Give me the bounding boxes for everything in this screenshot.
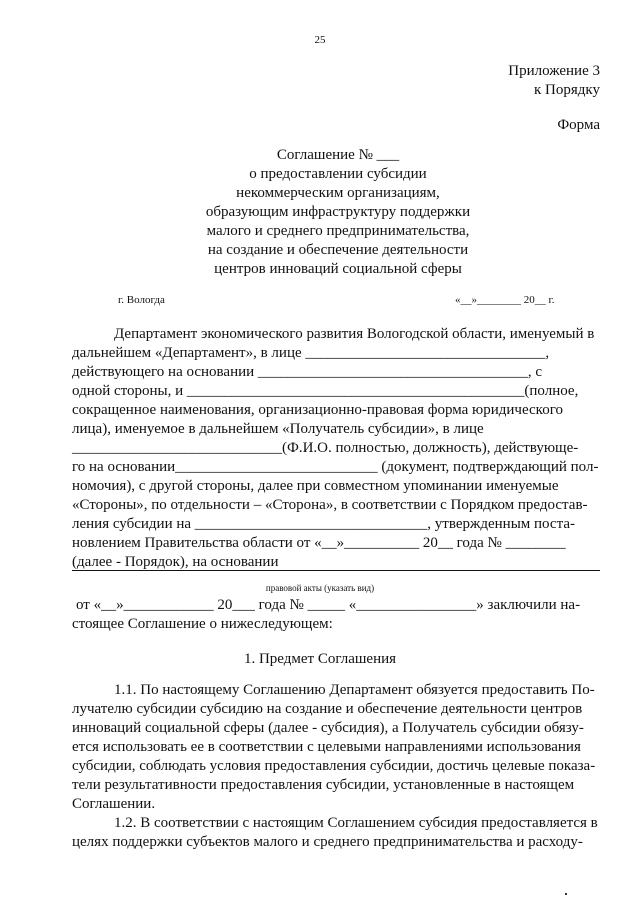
section-title: 1. Предмет Соглашения [243, 651, 397, 667]
section-line: ется использовать ее в соответствии с целевыми направлениями использования [72, 739, 581, 755]
body-line: от «__»____________ 20___ года № _____ «________________» заключили на- [76, 597, 581, 613]
document-title [118, 146, 558, 279]
section-line: 1.2. В соответствии с настоящим Соглашением субсидия предоставляется в [114, 815, 598, 831]
date-field: «__»________ 20__ г. [455, 294, 555, 306]
title-line: образующим инфраструктуру поддержки [205, 204, 471, 220]
title-line: малого и среднего предпринимательства, [206, 223, 470, 239]
legal-act-caption: правовой акты (указать вид) [265, 583, 375, 593]
section-line: тели результативности предоставления субсидии, установленные в настоящем [72, 777, 575, 793]
page-number: 25 [314, 34, 326, 46]
title-line: на создание и обеспечение деятельности [207, 242, 469, 258]
form-label: Форма [557, 117, 600, 133]
body-line: лица), именуемое в дальнейшем «Получатель субсидии», в лице [72, 421, 484, 437]
appendix-note [340, 62, 600, 100]
body-line: сокращенное наименования, организационно-правовая форма юридического [72, 402, 563, 418]
body-line: номочия), с другой стороны, далее при совместном упоминании именуемые [72, 478, 559, 494]
body-line: ления субсидии на _______________________________, утвержденным поста- [72, 516, 575, 532]
title-line: некоммерческим организациям, [236, 185, 440, 201]
title-line: центров инноваций социальной сферы [214, 261, 462, 277]
body-line: го на основании___________________________ (документ, подтверждающий пол- [72, 459, 599, 475]
appendix-line: к Порядку [534, 82, 600, 98]
body-line: одной стороны, и _____________________________________________(полное, [72, 383, 579, 399]
appendix-line: Приложение 3 [508, 63, 600, 79]
section-line: лучателю субсидии субсидию на создание и обеспечение деятельности центров [72, 701, 583, 717]
section-line: Соглашении. [72, 796, 156, 812]
title-line: Соглашение № ___ [276, 147, 400, 163]
body-line: действующего на основании ____________________________________, с [72, 364, 543, 380]
title-line: о предоставлении субсидии [249, 166, 427, 182]
body-line: дальнейшем «Департамент», в лице ________________________________, [72, 345, 550, 361]
section-line: целях поддержки субъектов малого и среднего предпринимательства и расходу- [72, 834, 583, 850]
section-line: субсидии, соблюдать условия предоставления субсидии, достичь целевые показа- [72, 758, 596, 774]
body-line: стоящее Соглашение о нижеследующем: [72, 616, 333, 632]
body-line: ____________________________(Ф.И.О. полностью, должность), действующе- [72, 440, 579, 456]
legal-act-underline [72, 570, 600, 571]
body-line: «Стороны», по отдельности – «Сторона», в соответствии с Порядком предостав- [72, 497, 588, 513]
section-line: инноваций социальной сферы (далее - субсидия), а Получатель субсидии обязу- [72, 720, 584, 736]
city-label: г. Вологда [118, 294, 165, 306]
body-line: новлением Правительства области от «__»__________ 20__ года № ________ [72, 535, 566, 551]
body-line: (далее - Порядок), на основании [72, 554, 279, 570]
scan-speck [565, 893, 567, 895]
body-line: Департамент экономического развития Вологодской области, именуемый в [114, 326, 595, 342]
section-line: 1.1. По настоящему Соглашению Департамент обязуется предоставить По- [114, 682, 595, 698]
